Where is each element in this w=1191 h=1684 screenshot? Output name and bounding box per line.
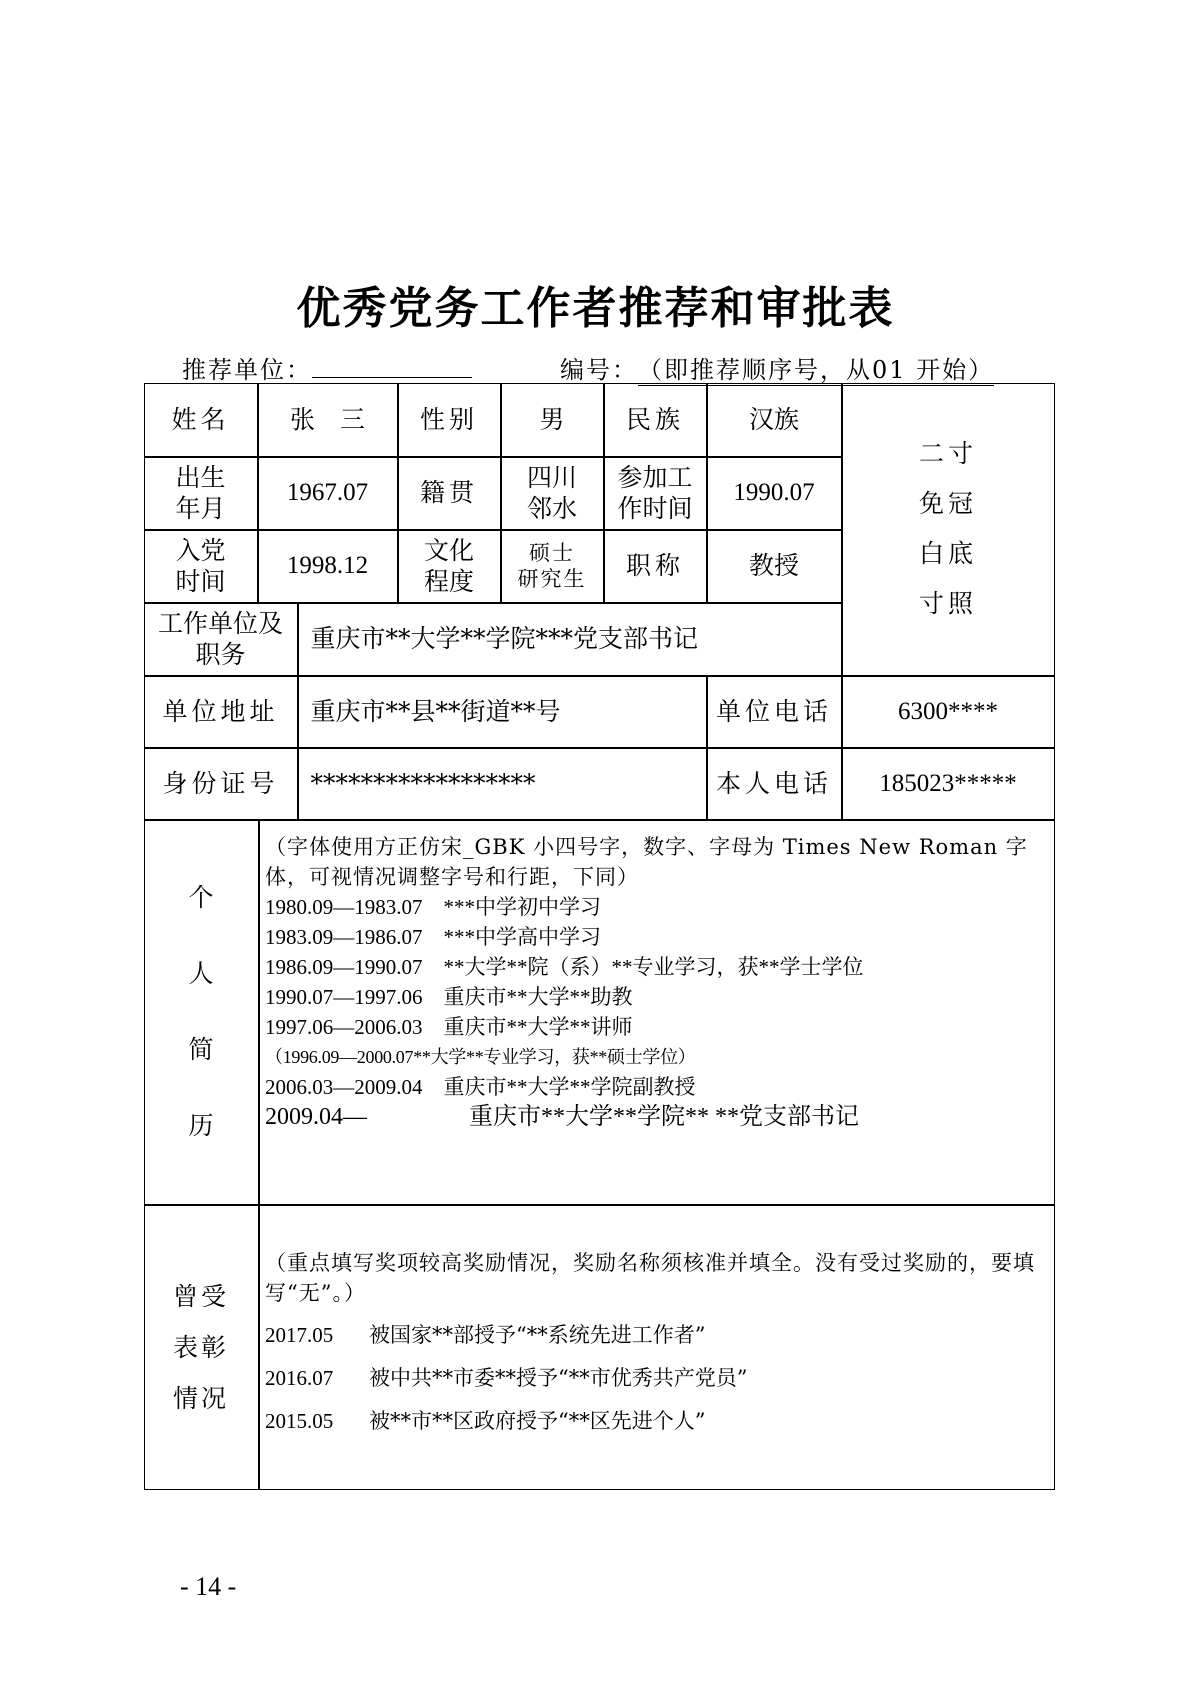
resume-entry: （1996.09—2000.07**大学**专业学习，获**硕士学位） bbox=[265, 1047, 696, 1067]
resume-label-char: 个 bbox=[188, 883, 214, 912]
awards-label-line: 表彰 bbox=[172, 1332, 229, 1362]
awards-text bbox=[265, 1248, 1051, 1449]
award-item bbox=[265, 1363, 1051, 1393]
awards-note: （重点填写奖项较高奖励情况，奖励名称须核准并填全。没有受过奖励的，要填写“无”。） bbox=[265, 1251, 1035, 1305]
resume-label-char: 简 bbox=[188, 1035, 214, 1064]
award-item bbox=[265, 1320, 1051, 1350]
name-value[interactable]: 张 三 bbox=[258, 383, 398, 457]
party-join-label-line: 入党 bbox=[175, 535, 226, 565]
form-number-field[interactable]: （即推荐顺序号，从01 开始） bbox=[638, 350, 994, 386]
recommending-unit-label: 推荐单位： bbox=[182, 356, 312, 384]
award-text: 被**市**区政府授予“**区先进个人” bbox=[369, 1409, 706, 1433]
work-start-label bbox=[604, 457, 707, 530]
birth-label-line: 出生 bbox=[175, 462, 226, 492]
native-place-line: 四川 bbox=[526, 462, 577, 492]
resume-entry: 1980.09—1983.07 ***中学初中学习 bbox=[265, 895, 601, 919]
resume-entry: 1990.07—1997.06 重庆市**大学**助教 bbox=[265, 985, 633, 1009]
unit-phone-value[interactable]: 6300**** bbox=[842, 676, 1055, 748]
award-text: 被中共**市委**授予“**市优秀共产党员” bbox=[369, 1366, 748, 1390]
recommending-unit-field[interactable] bbox=[312, 377, 472, 378]
title-rank-value[interactable]: 教授 bbox=[707, 530, 842, 603]
work-start-label-line: 作时间 bbox=[617, 494, 693, 523]
workplace-position-label-line: 职务 bbox=[195, 640, 246, 669]
gender-value[interactable]: 男 bbox=[501, 383, 604, 457]
form-number bbox=[560, 350, 994, 386]
photo-text-line: 免冠 bbox=[918, 489, 977, 518]
name-label: 姓名 bbox=[144, 383, 258, 457]
award-text: 被国家**部授予“**系统先进工作者” bbox=[369, 1323, 706, 1347]
education-label-line: 程度 bbox=[423, 567, 474, 596]
recommending-unit bbox=[182, 350, 472, 385]
birth-label-line: 年月 bbox=[175, 494, 226, 523]
resume-entry: 1986.09—1990.07 **大学**院（系）**专业学习，获**学士学位 bbox=[265, 955, 864, 979]
native-place-value[interactable] bbox=[501, 457, 604, 530]
education-label-line: 文化 bbox=[423, 535, 474, 565]
ethnicity-label: 民族 bbox=[604, 383, 707, 457]
education-value[interactable] bbox=[501, 530, 604, 603]
unit-phone-label: 单位电话 bbox=[707, 676, 842, 748]
native-place-line: 邻水 bbox=[526, 494, 577, 523]
award-item bbox=[265, 1406, 1051, 1436]
photo-placeholder bbox=[842, 383, 1055, 676]
title-rank-label: 职称 bbox=[604, 530, 707, 603]
resume-note: （字体使用方正仿宋_GBK 小四号字，数字、字母为 Times New Roman 字体，可视情况调整字号和行距，下同） bbox=[265, 835, 1028, 889]
award-date: 2015.05 bbox=[265, 1409, 334, 1433]
awards-label bbox=[144, 1205, 259, 1490]
workplace-position-value[interactable]: 重庆市**大学**学院***党支部书记 bbox=[298, 603, 842, 676]
birth-value[interactable]: 1967.07 bbox=[258, 457, 398, 530]
party-join-label-line: 时间 bbox=[175, 567, 226, 596]
workplace-position-label bbox=[144, 603, 298, 676]
resume-label-char: 人 bbox=[188, 959, 214, 988]
ethnicity-value[interactable]: 汉族 bbox=[707, 383, 842, 457]
work-start-value[interactable]: 1990.07 bbox=[707, 457, 842, 530]
party-join-label bbox=[144, 530, 258, 603]
photo-text-line: 二寸 bbox=[918, 439, 977, 468]
resume-entry: 1997.06—2006.03 重庆市**大学**讲师 bbox=[265, 1015, 633, 1039]
party-join-value[interactable]: 1998.12 bbox=[258, 530, 398, 603]
award-date: 2017.05 bbox=[265, 1323, 334, 1347]
awards-label-line: 曾受 bbox=[172, 1281, 229, 1311]
gender-label: 性别 bbox=[398, 383, 501, 457]
resume-text bbox=[265, 832, 1051, 1132]
form-number-label: 编号： bbox=[560, 356, 638, 384]
workplace-position-label-line: 工作单位及 bbox=[157, 608, 283, 638]
award-date: 2016.07 bbox=[265, 1366, 334, 1390]
resume-label-char: 历 bbox=[188, 1111, 214, 1140]
id-number-label: 身份证号 bbox=[144, 748, 298, 820]
unit-address-value[interactable]: 重庆市**县**街道**号 bbox=[298, 676, 707, 748]
work-start-label-line: 参加工 bbox=[617, 462, 693, 492]
education-value-line: 硕士 bbox=[529, 540, 575, 565]
page-number: - 14 - bbox=[180, 1572, 237, 1601]
photo-text-line: 寸照 bbox=[918, 589, 977, 618]
resume-entry: 1983.09—1986.07 ***中学高中学习 bbox=[265, 925, 601, 949]
id-number-value[interactable]: ****************** bbox=[298, 748, 707, 820]
unit-address-label: 单位地址 bbox=[144, 676, 298, 748]
education-label bbox=[398, 530, 501, 603]
resume-label bbox=[144, 820, 259, 1205]
personal-phone-label: 本人电话 bbox=[707, 748, 842, 820]
personal-phone-value[interactable]: 185023***** bbox=[842, 748, 1055, 820]
native-place-label: 籍贯 bbox=[398, 457, 501, 530]
awards-label-line: 情况 bbox=[172, 1383, 229, 1413]
recommendation-form-table bbox=[145, 384, 1055, 1490]
photo-text-line: 白底 bbox=[918, 539, 977, 568]
birth-label bbox=[144, 457, 258, 530]
resume-entry: 2009.04— 重庆市**大学**学院** **党支部书记 bbox=[265, 1104, 859, 1130]
resume-entry: 2006.03—2009.04 重庆市**大学**学院副教授 bbox=[265, 1075, 696, 1099]
form-title: 优秀党务工作者推荐和审批表 bbox=[296, 283, 895, 334]
education-value-line: 研究生 bbox=[517, 567, 587, 591]
